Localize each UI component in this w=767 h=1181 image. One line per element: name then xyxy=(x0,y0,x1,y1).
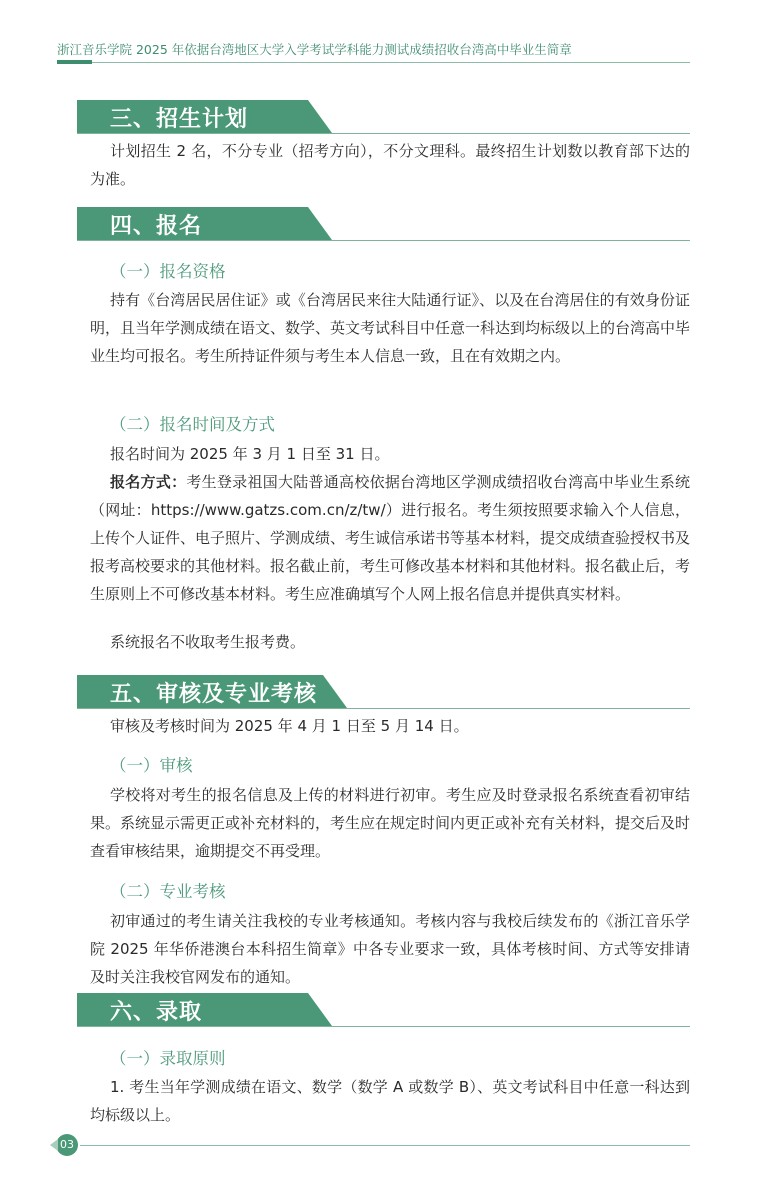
section-banner-plan xyxy=(77,100,690,136)
section-banner-admission xyxy=(77,993,690,1029)
section-banner-rule xyxy=(77,133,690,134)
inline-label: 报名方式： xyxy=(110,473,187,491)
page-number: 03 xyxy=(60,1138,74,1151)
paragraph: 持有《台湾居民居住证》或《台湾居民来往大陆通行证》、以及在台湾居住的有效身份证明，且当年学测成绩在语文、数学、英文考试科目中任意一科达到均标级以上的台湾高中毕业生均可报名。考生所持证件须与考生本人信息一致，且在有效期之内。 xyxy=(90,291,691,365)
header-divider xyxy=(57,62,690,63)
paragraph: 初审通过的考生请关注我校的专业考核通知。考核内容与我校后续发布的《浙江音乐学院 2025 年华侨港澳台本科招生简章》中各专业要求一致，具体考核时间、方式等安排请及时关注我校官网发布的通知。 xyxy=(90,912,690,986)
paragraph: 1. 考生当年学测成绩在语文、数学（数学 A 或数学 B）、英文考试科目中任意一科达到均标级以上。 xyxy=(90,1078,690,1124)
section-title: 五、审核及专业考核 xyxy=(110,681,318,707)
subsection-title: （二）专业考核 xyxy=(110,882,226,901)
section-title: 四、报名 xyxy=(110,213,203,239)
section-title: 三、招生计划 xyxy=(110,106,249,132)
page-number-badge xyxy=(56,1134,78,1156)
section-title: 六、录取 xyxy=(110,999,203,1025)
paragraph: 计划招生 2 名，不分专业（招考方向），不分文理科。最终招生计划数以教育部下达的为准。 xyxy=(90,142,690,188)
paragraph xyxy=(90,468,690,608)
footer-divider xyxy=(80,1145,690,1146)
subsection-title: （一）审核 xyxy=(110,756,193,775)
paragraph-text: 考生登录祖国大陆普通高校依据台湾地区学测成绩招收台湾高中毕业生系统（网址：https://www.gatzs.com.cn/z/tw/）进行报名。考生须按照要求输入个人信息，上传个人证件、电子照片、学测成绩、考生诚信承诺书等基本材料，提交成绩查验授权书及报考高校要求的其他材料。报名截止前，考生可修改基本材料和其他材料。报名截止后，考生原则上不可修改基本材料。考生应准确填写个人网上报名信息并提供真实材料。 xyxy=(90,473,691,603)
section-banner-registration xyxy=(77,207,690,243)
paragraph: 报名时间为 2025 年 3 月 1 日至 31 日。 xyxy=(110,445,390,463)
subsection-title: （一）报名资格 xyxy=(110,262,226,281)
section-banner-rule xyxy=(77,1026,690,1027)
section-banner-review xyxy=(77,675,690,711)
section-banner-rule xyxy=(77,240,690,241)
paragraph: 系统报名不收取考生报考费。 xyxy=(110,633,306,651)
subsection-title: （一）录取原则 xyxy=(110,1049,226,1068)
subsection-title: （二）报名时间及方式 xyxy=(110,415,275,434)
paragraph: 学校将对考生的报名信息及上传的材料进行初审。考生应及时登录报名系统查看初审结果。系统显示需更正或补充材料的，考生应在规定时间内更正或补充有关材料，提交后及时查看审核结果，逾期提交不再受理。 xyxy=(90,786,691,860)
paragraph: 审核及考核时间为 2025 年 4 月 1 日至 5 月 14 日。 xyxy=(110,717,469,735)
header-title: 浙江音乐学院 2025 年依据台湾地区大学入学考试学科能力测试成绩招收台湾高中毕业生简章 xyxy=(57,42,572,57)
page-badge-arrow-icon xyxy=(50,1139,58,1151)
section-banner-rule xyxy=(77,708,690,709)
header-accent-bar xyxy=(57,60,92,64)
